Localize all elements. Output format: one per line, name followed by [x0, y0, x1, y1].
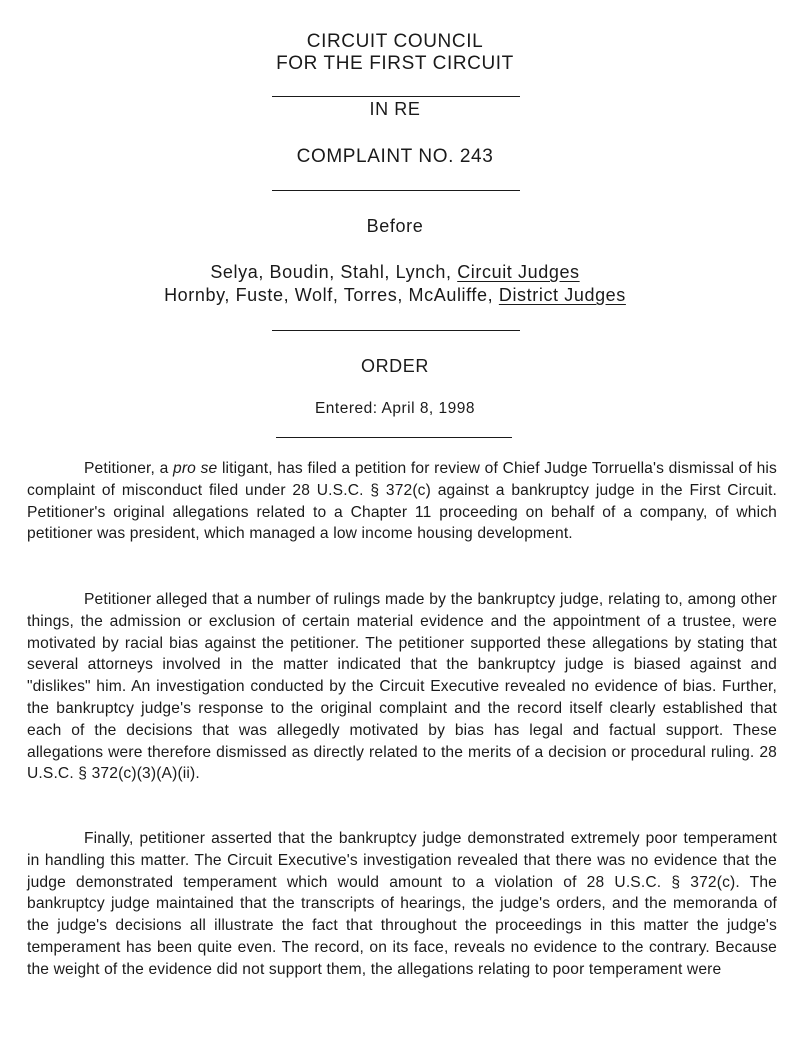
header-divider-2 [272, 190, 520, 191]
paragraph-3: Finally, petitioner asserted that the bankruptcy judge demonstrated extremely poor temperament in handling this matter. The Circuit Executive's investigation revealed that there was no evidence that the judge demonstrated temperament which would amount to a violation of 28 U.S.C. § 372(c). The bankruptcy judge maintained that the transcripts of hearings, the judge's orders, and the memoranda of the judge's decisions all illustrate the fact that throughout the proceedings in this matter the judge's temperament has been quite even. The record, on its face, reveals no evidence to the contrary. Because the weight of the evidence did not support them, the allegations relating to poor temperament were [27, 830, 777, 978]
district-judges-title: District Judges [498, 285, 626, 305]
district-judges-line [0, 285, 790, 306]
paragraph-2: Petitioner alleged that a number of rulings made by the bankruptcy judge, relating to, among other things, the admission or exclusion of certain material evidence and the appointment of a trustee, were motivated by racial bias against the petitioner. The petitioner supported these allegations by stating that several attorneys involved in the matter indicated that the bankruptcy judge is biased against and "dislikes" him. An investigation conducted by the Circuit Executive revealed no evidence of bias. Further, the bankruptcy judge's response to the original complaint and the record itself clearly established that each of the decisions that was allegedly motivated by bias has legal and factual support. These allegations were therefore dismissed as directly related to the merits of a decision or procedural ruling. 28 U.S.C. § 372(c)(3)(A)(ii). [27, 591, 777, 783]
circuit-judges-title: Circuit Judges [457, 262, 580, 282]
council-title-line1: CIRCUIT COUNCIL [306, 31, 484, 52]
in-re-label: IN RE [369, 99, 421, 119]
header-divider-3 [272, 330, 520, 331]
header-divider-4 [276, 437, 512, 438]
district-judges-names: Hornby, Fuste, Wolf, Torres, McAuliffe, [164, 285, 499, 305]
complaint-number: COMPLAINT NO. 243 [296, 146, 494, 167]
circuit-judges-line [0, 262, 790, 283]
entered-date: Entered: April 8, 1998 [314, 400, 476, 417]
circuit-judges-names: Selya, Boudin, Stahl, Lynch, [210, 262, 458, 282]
paragraph-1 [27, 458, 777, 545]
paragraph-1-rest: litigant, has filed a petition for review of Chief Judge Torruella's dismissal of his complaint of misconduct filed under 28 U.S.C. § 372(c) against a bankruptcy judge in the First Circuit. Petitioner's original allegations related to a Chapter 11 proceeding on behalf of a company, of which petitioner was president, which managed a low income housing development. [27, 460, 777, 543]
before-label: Before [366, 216, 424, 236]
council-title-line2: FOR THE FIRST CIRCUIT [276, 53, 514, 74]
header-divider-1 [272, 96, 520, 97]
order-heading: ORDER [360, 356, 429, 376]
paragraph-1-lead: Petitioner, a [84, 460, 173, 477]
pro-se-term: pro se [173, 460, 218, 477]
